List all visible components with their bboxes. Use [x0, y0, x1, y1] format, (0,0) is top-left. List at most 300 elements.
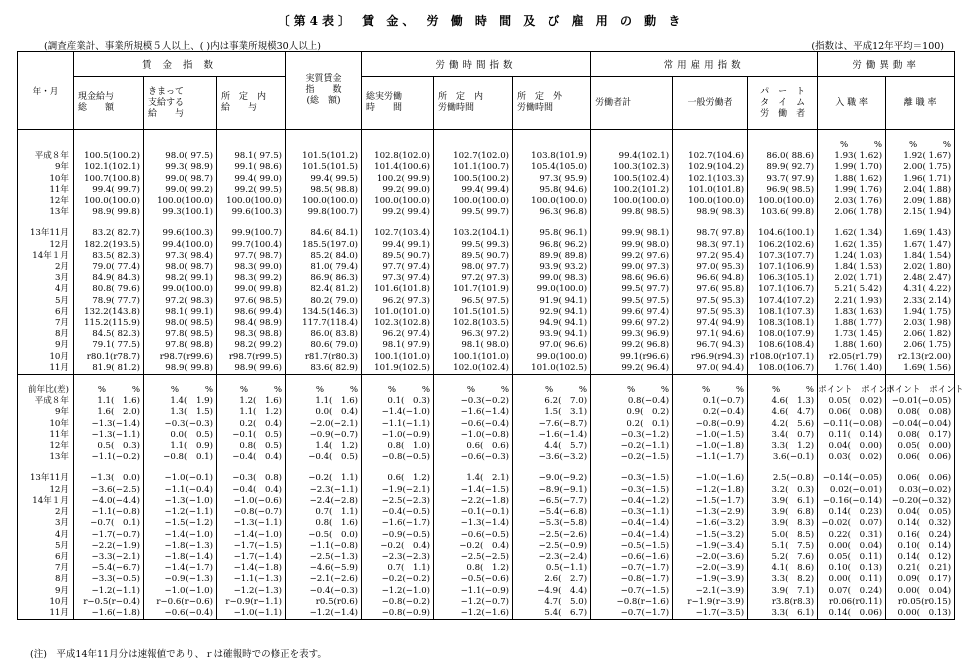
table-cell: −0.8( 0.1) — [144, 452, 217, 463]
table-cell: −0.3(−1.5) — [591, 485, 673, 496]
table-cell: 81.9( 81.2) — [74, 363, 144, 375]
table-cell: −0.8(−0.9) — [362, 608, 434, 620]
table-cell: −0.9(−0.5) — [362, 530, 434, 541]
table-cell: −1.1(−0.9) — [434, 586, 513, 597]
table-cell: −1.9(−2.1) — [362, 485, 434, 496]
table-cell: 1.4( 1.2) — [286, 441, 362, 452]
table-cell: −1.6(−1.8) — [74, 608, 144, 620]
table-cell: −1.0(−1.5) — [673, 430, 748, 441]
table-cell: 99.0( 97.3) — [591, 262, 673, 273]
table-cell: 98.4( 98.9) — [217, 318, 286, 329]
table-cell: 89.9( 92.7) — [748, 162, 818, 173]
table-cell: 98.2( 99.2) — [217, 340, 286, 351]
table-cell: 185.5(197.0) — [286, 240, 362, 251]
table-cell: 97.0( 96.6) — [513, 340, 591, 351]
table-cell: 0.8( 0.5) — [217, 441, 286, 452]
row-label: 11月 — [18, 363, 74, 375]
table-cell: 0.11( 0.14) — [818, 430, 886, 441]
table-row — [18, 407, 955, 418]
table-cell: −2.3(−2.3) — [362, 552, 434, 563]
table-row — [18, 174, 955, 185]
table-cell: −1.5(−1.2) — [144, 518, 217, 529]
table-cell: 1.92( 1.67) — [886, 151, 955, 162]
table-cell: 1.84( 1.54) — [886, 251, 955, 262]
table-cell: 92.9( 94.1) — [513, 307, 591, 318]
table-cell: 81.0( 79.4) — [286, 262, 362, 273]
table-cell: 96.3( 96.8) — [513, 207, 591, 218]
table-cell: 4.4( 5.7) — [513, 441, 591, 452]
table-cell: 1.88( 1.77) — [818, 318, 886, 329]
table-cell: % % — [286, 385, 362, 396]
table-cell: −3.3(−2.1) — [74, 552, 144, 563]
table-cell: r96.9(r94.3) — [673, 352, 748, 363]
table-cell: −1.3(−1.1) — [217, 518, 286, 529]
table-cell — [591, 140, 673, 151]
table-cell — [513, 140, 591, 151]
table-cell: 97.3( 97.4) — [362, 273, 434, 284]
table-cell: 98.9( 99.8) — [144, 363, 217, 375]
table-cell: −1.7(−0.7) — [74, 530, 144, 541]
table-cell: −5.3(−5.8) — [513, 518, 591, 529]
table-cell: 0.05( 0.00) — [886, 441, 955, 452]
table-cell: r−0.5(r−0.4) — [74, 597, 144, 608]
table-cell: −0.2( 0.4) — [434, 541, 513, 552]
table-cell: 96.9( 98.5) — [748, 185, 818, 196]
row-label: 10月 — [18, 597, 74, 608]
table-cell: −1.9(−3.9) — [673, 574, 748, 585]
table-cell: −0.16(−0.14) — [818, 496, 886, 507]
row-label: 2月 — [18, 507, 74, 518]
table-cell: −2.5(−0.9) — [513, 541, 591, 552]
table-cell: 93.7( 97.9) — [748, 174, 818, 185]
table-cell: 1.84( 1.53) — [818, 262, 886, 273]
table-cell: 100.0(100.0) — [286, 196, 362, 207]
table-cell: 96.5( 97.5) — [434, 296, 513, 307]
table-cell: 0.6( 1.2) — [362, 473, 434, 484]
table-cell: 97.5( 95.3) — [673, 296, 748, 307]
table-cell: 98.9( 99.8) — [74, 207, 144, 218]
table-cell: 86.0( 83.8) — [286, 329, 362, 340]
table-cell: 0.00( 0.13) — [886, 608, 955, 620]
table-cell: 99.4( 99.5) — [286, 174, 362, 185]
table-cell: 104.6(100.1) — [748, 228, 818, 239]
table-cell: 99.2( 99.0) — [362, 185, 434, 196]
row-label: 平成８年 — [18, 396, 74, 407]
table-cell: 102.7(104.6) — [673, 151, 748, 162]
row-label: 10年 — [18, 174, 74, 185]
table-cell: −1.2(−1.8) — [673, 485, 748, 496]
table-cell: −0.7( 0.1) — [74, 518, 144, 529]
table-cell: 98.0( 98.7) — [144, 262, 217, 273]
table-cell: 78.9( 77.7) — [74, 296, 144, 307]
row-label: 12月 — [18, 240, 74, 251]
table-cell: −0.8(−0.9) — [673, 419, 748, 430]
table-cell: 2.5(−0.8) — [748, 473, 818, 484]
table-cell: 99.0( 99.2) — [144, 185, 217, 196]
table-cell: −2.5(−2.5) — [434, 552, 513, 563]
row-label: 2月 — [18, 262, 74, 273]
table-cell: −1.6(−1.4) — [513, 430, 591, 441]
row-label: 13年 — [18, 207, 74, 218]
table-cell: 99.5( 97.7) — [591, 284, 673, 295]
row-label: 12年 — [18, 441, 74, 452]
table-cell: −1.1(−0.8) — [74, 507, 144, 518]
table-cell: ポイント ポイント — [886, 385, 963, 396]
table-cell: −0.4(−0.3) — [286, 586, 362, 597]
table-cell: 106.3(105.1) — [748, 273, 818, 284]
table-row — [18, 563, 955, 574]
row-label: 前年比(差) — [18, 385, 74, 396]
table-cell: −0.8(−0.7) — [217, 507, 286, 518]
table-cell: 97.1( 94.6) — [673, 329, 748, 340]
table-cell: −0.3(−1.2) — [591, 430, 673, 441]
table-cell: 0.14( 0.12) — [886, 552, 955, 563]
table-cell: 96.7( 94.3) — [673, 340, 748, 351]
table-cell — [748, 140, 818, 151]
table-cell: % % — [673, 385, 748, 396]
table-cell: −1.4(−1.0) — [362, 407, 434, 418]
table-cell: 103.2(104.1) — [434, 228, 513, 239]
table-cell: 99.6( 97.4) — [591, 307, 673, 318]
table-cell: 80.2( 79.0) — [286, 296, 362, 307]
table-row — [18, 496, 955, 507]
table-cell: −0.5(−1.5) — [591, 541, 673, 552]
table-cell: 93.9( 93.2) — [513, 262, 591, 273]
row-label: 9月 — [18, 586, 74, 597]
col-accession-rate: 入 職 率 — [818, 77, 886, 130]
row-label — [18, 140, 74, 151]
table-cell: 1.88( 1.62) — [818, 174, 886, 185]
table-cell: 98.6( 99.4) — [217, 307, 286, 318]
table-cell: −1.5(−3.2) — [673, 530, 748, 541]
table-cell: 89.5( 90.7) — [434, 251, 513, 262]
table-cell: 97.2( 98.3) — [144, 296, 217, 307]
row-gap — [18, 463, 955, 473]
table-cell: 107.4(107.2) — [748, 296, 818, 307]
table-cell: 1.67( 1.47) — [886, 240, 955, 251]
table-cell: 97.0( 94.4) — [673, 363, 748, 375]
table-cell: 99.4( 99.4) — [434, 185, 513, 196]
table-cell: 98.1( 97.5) — [217, 151, 286, 162]
table-cell: 1.2( 1.6) — [217, 396, 286, 407]
table-cell: −3.6(−2.5) — [74, 485, 144, 496]
table-cell: 95.8( 94.6) — [513, 185, 591, 196]
table-cell: −0.5( 0.0) — [286, 530, 362, 541]
table-cell: −0.4( 0.4) — [217, 452, 286, 463]
row-label: 10月 — [18, 352, 74, 363]
table-cell: 84.9( 84.3) — [74, 273, 144, 284]
table-row — [18, 419, 955, 430]
table-cell: 103.6( 99.8) — [748, 207, 818, 218]
table-cell: 1.1( 0.9) — [144, 441, 217, 452]
table-cell: 97.2( 97.3) — [434, 273, 513, 284]
table-cell: 1.69( 1.43) — [886, 228, 955, 239]
table-row — [18, 541, 955, 552]
col-part-time-workers: パ ー ト タ イ ム 労 働 者 — [748, 77, 818, 130]
table-cell: 98.9( 98.3) — [673, 207, 748, 218]
table-row — [18, 318, 955, 329]
table-cell: −1.1(−0.4) — [144, 485, 217, 496]
table-cell: 1.1( 1.6) — [286, 396, 362, 407]
table-cell: 2.04( 1.88) — [886, 185, 955, 196]
row-label: 6月 — [18, 307, 74, 318]
table-cell: 84.5( 82.3) — [74, 329, 144, 340]
table-cell: 99.4( 99.0) — [217, 174, 286, 185]
table-cell: 99.4(102.1) — [591, 151, 673, 162]
table-row — [18, 530, 955, 541]
table-cell: 1.24( 1.03) — [818, 251, 886, 262]
table-cell: −1.2(−1.6) — [434, 608, 513, 620]
table-cell: −0.9(−1.3) — [144, 574, 217, 585]
table-cell: 100.0(100.0) — [434, 196, 513, 207]
table-cell: 80.8( 79.6) — [74, 284, 144, 295]
table-cell: 2.03( 1.76) — [818, 196, 886, 207]
table-cell: 100.0(100.0) — [144, 196, 217, 207]
row-label: 11年 — [18, 185, 74, 196]
table-cell: 99.9( 98.0) — [591, 240, 673, 251]
table-title: 〔第4表〕 賃 金、 労 働 時 間 及 び 雇 用 の 動 き — [277, 14, 685, 28]
table-cell: −0.04(−0.04) — [886, 419, 955, 430]
table-cell: 1.62( 1.35) — [818, 240, 886, 251]
table-cell: −6.5(−7.7) — [513, 496, 591, 507]
row-label: 12月 — [18, 485, 74, 496]
row-label: 3月 — [18, 273, 74, 284]
table-cell: 97.0( 95.3) — [673, 262, 748, 273]
table-cell: 101.5(101.5) — [434, 307, 513, 318]
table-cell: 99.8( 98.5) — [591, 207, 673, 218]
table-cell: 100.5(100.2) — [434, 174, 513, 185]
table-cell: −1.3( 0.0) — [74, 473, 144, 484]
table-cell: 97.4( 94.9) — [673, 318, 748, 329]
table-cell: −2.2(−1.8) — [434, 496, 513, 507]
table-row — [18, 185, 955, 196]
table-cell: 2.03( 1.98) — [886, 318, 955, 329]
table-cell: −1.8(−1.3) — [144, 541, 217, 552]
table-cell: 3.2( 0.3) — [748, 485, 818, 496]
table-cell: 91.9( 94.1) — [513, 296, 591, 307]
table-row — [18, 473, 955, 484]
table-cell: 99.3( 98.9) — [144, 162, 217, 173]
labor-turnover-header: 労働異動率 — [818, 52, 955, 77]
table-cell: −1.0(−0.6) — [217, 496, 286, 507]
table-cell: 98.3( 98.8) — [217, 329, 286, 340]
table-cell: −0.3( 0.8) — [217, 473, 286, 484]
table-cell: r−0.9(r−1.1) — [217, 597, 286, 608]
table-cell: 106.2(102.6) — [748, 240, 818, 251]
row-label: 9年 — [18, 407, 74, 418]
table-cell: −0.4( 0.5) — [286, 452, 362, 463]
table-cell: −9.0(−9.2) — [513, 473, 591, 484]
table-cell: 98.1( 98.0) — [434, 340, 513, 351]
table-cell: −0.2(−1.5) — [591, 452, 673, 463]
table-cell: % % — [513, 385, 591, 396]
table-row — [18, 329, 955, 340]
table-cell: 103.8(101.9) — [513, 151, 591, 162]
table-row — [18, 273, 955, 284]
table-cell: 100.5(102.4) — [591, 174, 673, 185]
table-cell: 4.1( 8.6) — [748, 563, 818, 574]
table-cell: 98.9( 99.6) — [217, 363, 286, 375]
table-cell: 99.2( 99.5) — [217, 185, 286, 196]
table-cell: 1.69( 1.56) — [886, 363, 955, 375]
table-cell: −0.2(−0.2) — [362, 574, 434, 585]
table-cell: 101.6(101.8) — [362, 284, 434, 295]
table-cell: 0.07( 0.24) — [818, 586, 886, 597]
table-cell — [673, 140, 748, 151]
row-label: 11月 — [18, 608, 74, 620]
table-cell: 1.94( 1.75) — [886, 307, 955, 318]
table-cell: 107.3(107.7) — [748, 251, 818, 262]
table-cell: % % — [434, 385, 513, 396]
table-row — [18, 151, 955, 162]
table-cell: 4.31( 4.22) — [886, 284, 955, 295]
table-cell: 182.2(193.5) — [74, 240, 144, 251]
table-cell: 99.5( 99.7) — [434, 207, 513, 218]
table-cell: 4.6( 4.7) — [748, 407, 818, 418]
table-cell: 2.06( 1.78) — [818, 207, 886, 218]
table-cell: 2.02( 1.80) — [886, 262, 955, 273]
table-cell: 3.9( 6.1) — [748, 496, 818, 507]
table-cell: −0.6(−0.3) — [434, 452, 513, 463]
table-cell: 101.5(101.2) — [286, 151, 362, 162]
row-label: 5月 — [18, 541, 74, 552]
table-cell: −2.2(−1.9) — [74, 541, 144, 552]
table-cell: 100.0(100.0) — [74, 196, 144, 207]
table-cell: 96.8( 96.2) — [513, 240, 591, 251]
table-cell: 99.9(100.7) — [217, 228, 286, 239]
table-cell: −0.14(−0.05) — [818, 473, 886, 484]
table-cell: −1.2(−1.0) — [362, 586, 434, 597]
table-cell: 101.0(101.8) — [673, 185, 748, 196]
table-cell: 99.0(100.0) — [513, 284, 591, 295]
table-cell: −1.4(−1.5) — [434, 485, 513, 496]
row-label: 8月 — [18, 574, 74, 585]
table-cell: 82.4( 81.2) — [286, 284, 362, 295]
table-cell: 96.6( 94.8) — [673, 273, 748, 284]
table-cell: −0.3(−0.3) — [144, 419, 217, 430]
section-spacer — [18, 130, 955, 141]
row-label: 7月 — [18, 318, 74, 329]
table-cell: 0.09( 0.17) — [886, 574, 955, 585]
table-cell: −1.4(−1.0) — [217, 530, 286, 541]
table-cell: −2.0(−3.6) — [673, 552, 748, 563]
table-cell: −1.0(−1.6) — [673, 473, 748, 484]
table-cell: −3.6(−3.2) — [513, 452, 591, 463]
table-cell: 1.4( 1.9) — [144, 396, 217, 407]
table-cell: 0.06( 0.06) — [886, 473, 955, 484]
table-cell: 2.00( 1.75) — [886, 162, 955, 173]
table-cell: −0.7(−1.7) — [591, 608, 673, 620]
table-cell: 0.03(−0.02) — [886, 485, 955, 496]
table-cell: 99.6( 97.2) — [591, 318, 673, 329]
table-cell: 0.00( 0.04) — [886, 586, 955, 597]
table-cell: 83.5( 82.3) — [74, 251, 144, 262]
table-cell: 98.0( 97.5) — [144, 151, 217, 162]
table-cell: 105.4(105.0) — [513, 162, 591, 173]
table-cell: 0.04( 0.00) — [818, 441, 886, 452]
row-label: 7月 — [18, 563, 74, 574]
col-separation-rate: 離 職 率 — [886, 77, 955, 130]
table-row — [18, 574, 955, 585]
table-cell: 134.5(146.3) — [286, 307, 362, 318]
table-cell: % % — [818, 140, 886, 151]
table-cell — [144, 140, 217, 151]
table-row — [18, 363, 955, 375]
table-cell: 98.2( 99.1) — [144, 273, 217, 284]
table-cell: 99.4(100.0) — [144, 240, 217, 251]
table-cell: 3.6(−0.1) — [748, 452, 818, 463]
table-cell: −5.4(−6.7) — [74, 563, 144, 574]
table-cell: % % — [144, 385, 217, 396]
table-cell: 0.2( 0.4) — [217, 419, 286, 430]
table-row — [18, 340, 955, 351]
table-cell: 0.02(−0.01) — [818, 485, 886, 496]
table-cell: 98.0( 98.5) — [144, 318, 217, 329]
table-cell: −0.11(−0.08) — [818, 419, 886, 430]
table-cell: −0.6(−0.5) — [434, 530, 513, 541]
table-row — [18, 608, 955, 620]
table-cell: 100.3(102.3) — [591, 162, 673, 173]
table-cell: −2.0(−3.9) — [673, 563, 748, 574]
table-cell: 2.48( 2.47) — [886, 273, 955, 284]
table-cell: 94.9( 94.1) — [513, 318, 591, 329]
table-row — [18, 518, 955, 529]
table-cell: −1.4(−1.7) — [144, 563, 217, 574]
table-cell: 99.0( 98.7) — [144, 174, 217, 185]
table-cell: 0.0( 0.4) — [286, 407, 362, 418]
col-contractual-earnings: きまって 支給する 給 与 — [144, 77, 217, 130]
table-cell: 102.1(102.1) — [74, 162, 144, 173]
table-cell: 96.2( 97.4) — [362, 329, 434, 340]
table-cell: 93.9( 94.1) — [513, 329, 591, 340]
table-cell: 5.4( 6.7) — [513, 608, 591, 620]
table-cell: 117.7(118.4) — [286, 318, 362, 329]
table-cell: 97.6( 98.5) — [217, 296, 286, 307]
table-cell: 100.5(100.2) — [74, 151, 144, 162]
table-cell: 79.1( 77.5) — [74, 340, 144, 351]
table-cell: 5.0( 8.5) — [748, 530, 818, 541]
table-cell: −1.4(−1.8) — [217, 563, 286, 574]
table-cell — [434, 140, 513, 151]
table-cell: −0.2( 1.1) — [286, 473, 362, 484]
table-cell — [286, 140, 362, 151]
table-cell: 0.14( 0.32) — [886, 518, 955, 529]
table-cell: −0.3(−0.2) — [434, 396, 513, 407]
table-cell: 2.09( 1.88) — [886, 196, 955, 207]
table-cell: 0.00( 0.04) — [818, 541, 886, 552]
table-cell: −0.02( 0.07) — [818, 518, 886, 529]
table-cell: 0.22( 0.31) — [818, 530, 886, 541]
table-cell: 108.0(106.7) — [748, 363, 818, 375]
table-cell: 1.83( 1.63) — [818, 307, 886, 318]
table-cell: r80.1(r78.7) — [74, 352, 144, 363]
table-cell: 0.7( 1.1) — [362, 563, 434, 574]
table-cell: 108.1(107.3) — [748, 307, 818, 318]
table-cell: −0.4(−1.4) — [591, 530, 673, 541]
table-cell: −1.0(−1.0) — [144, 586, 217, 597]
table-cell: 1.1( 1.6) — [74, 396, 144, 407]
table-cell: −0.8(−0.2) — [362, 597, 434, 608]
table-cell: −1.4(−1.0) — [144, 530, 217, 541]
row-label: 6月 — [18, 552, 74, 563]
table-cell: 0.16( 0.24) — [886, 530, 955, 541]
table-cell: −1.3(−1.0) — [144, 496, 217, 507]
table-cell: 0.10( 0.14) — [886, 541, 955, 552]
table-cell: −1.8(−1.4) — [144, 552, 217, 563]
table-cell: 1.6( 2.0) — [74, 407, 144, 418]
table-cell: −1.6(−1.4) — [434, 407, 513, 418]
table-cell: −2.0(−2.1) — [286, 419, 362, 430]
